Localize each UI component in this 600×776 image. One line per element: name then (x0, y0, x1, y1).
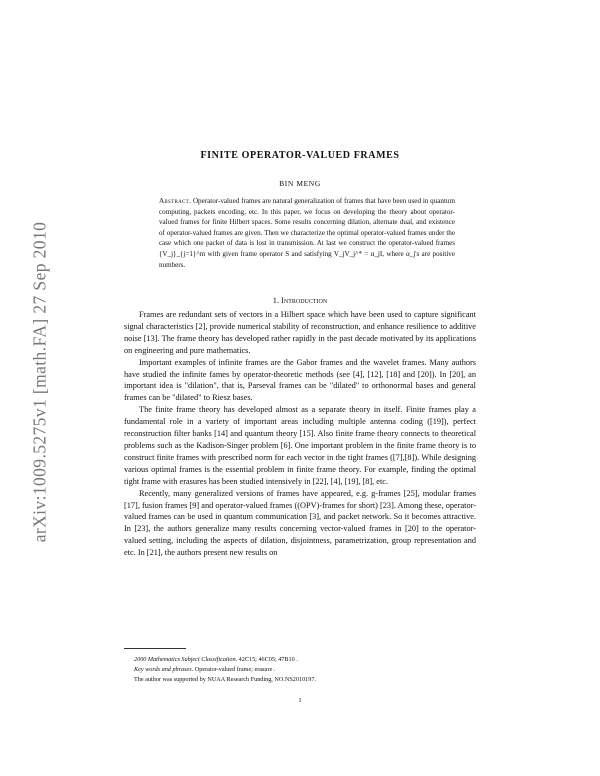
abstract (159, 196, 455, 270)
paper-author: BIN MENG (279, 179, 321, 188)
paragraph: The finite frame theory has developed almost as a separate theory in itself. Finite frames play a fundamental role in a variety of important areas including multiple antenna coding ([19]), perfect reconstruction filter banks [14] and quantum theory [15]. Also finite frame theory connects to theoretical problems such as the Kadison-Singer problem [6]. One important problem in the finite frame theory is to construct finite frames with prescribed norm for each vector in the tight frames ([7],[8]). While designing various optimal frames is the essential problem in finite frame theory. For example, finding the optimal tight frame with erasures has been studied intensively in [22], [4], [19], [8], etc. (124, 405, 476, 486)
footnote-keywords-value: Operator-valued frame; erasure . (194, 666, 276, 673)
abstract-text: Operator-valued frames are natural generalization of frames that have been used in quantum computing, packets encoding, etc. In this paper, we focus on developing the theory about operator-valued frames for finite Hilbert spaces. Some results concerning dilation, alternate dual, and existence of operator-valued frames are given. Then we characterize the optimal operator-valued frames under the case which one packet of data is lost in transmission. At last we construct the operator-valued frames {V_j}_{j=1}^m with given frame operator S and satisfying V_jV_j^* = α_jI, where α_j's are positive numbers. (159, 197, 455, 269)
abstract-label: Abstract. (159, 197, 192, 205)
paragraph: Important examples of infinite frames are the Gabor frames and the wavelet frames. Many authors have studied the infinite fames by operator-theoretic methods (see [4], [12], [18] and [20]). In [20], an important idea is "dilation", that is, Parseval frames can be "dilated" to orthonormal bases and general frames can be "dilated" to Riesz bases. (124, 357, 476, 403)
footnote-msc (124, 655, 476, 665)
section-heading (0, 296, 600, 305)
footnote-keywords (124, 665, 476, 675)
footnotes (124, 655, 476, 685)
paragraph: Frames are redundant sets of vectors in a Hilbert space which have been used to capture significant signal characteristics [2], provide numerical stability of reconstruction, and enhance resilience to additive noise [13]. The frame theory has developed rather rapidly in the past decade motivated by its applications on engineering and pure mathematics. (124, 310, 476, 355)
section-title: Introduction (281, 296, 328, 305)
footnote-support: The author was supported by NUAA Research Funding, NO.NS2010197. (134, 676, 316, 683)
page-number: 1 (298, 697, 302, 704)
footnote-msc-label: 2000 Mathematics Subject Classification. (134, 656, 238, 663)
arxiv-stamp-text: arXiv:1009.5275v1 [math.FA] 27 Sep 2010 (29, 221, 50, 543)
arxiv-stamp (20, 182, 60, 582)
paper-title: FINITE OPERATOR-VALUED FRAMES (200, 150, 400, 161)
body-text (124, 309, 476, 559)
footnote-keywords-label: Key words and phrases. (134, 666, 194, 673)
footnote-rule (124, 648, 186, 649)
section-number: 1. (272, 296, 280, 305)
footnote-msc-value: 42C15; 46C05; 47B10 . (238, 656, 298, 663)
paragraph: Recently, many generalized versions of frames have appeared, e.g. g-frames [25], modular frames [17], fusion frames [9] and operator-valued frames ((OPV)-frames for short) [23]. Among these, operator-valued frames can be used in quantum communication [3], and packet network. So it becomes attractive. In [23], the authors generalize many results concerning vector-valued frames in [20] to the operator-valued setting, including the aspects of dilation, disjointness, parametrization, group representation and etc. In [21], the authors present new results on (124, 488, 476, 558)
